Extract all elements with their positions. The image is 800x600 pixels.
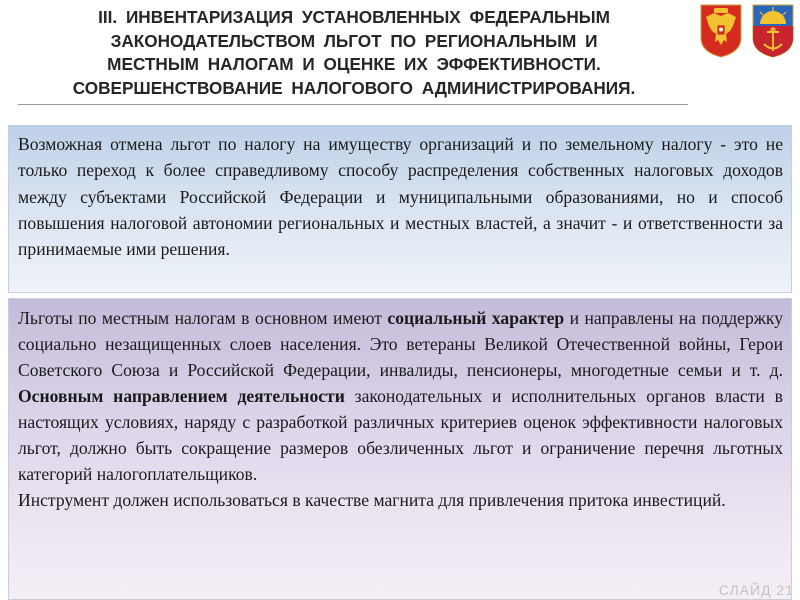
emphasis-text: социальный характер bbox=[387, 308, 565, 328]
title-line: III. ИНВЕНТАРИЗАЦИЯ УСТАНОВЛЕННЫХ ФЕДЕРАЛЬНЫМ bbox=[98, 7, 610, 27]
info-panel-local-tax-benefits bbox=[8, 298, 792, 600]
panel-text: Возможная отмена льгот по налогу на имуществу организаций и по земельному налогу - это не только переход к более справедливому способу распределения собственных налоговых доходов между субъектами Российской Федерации и муниципальными образованиями, но и способ повышения налоговой автономии региональных и местных властей, а значит - и ответственности за принимаемые ими решения. bbox=[18, 134, 783, 260]
panel-paragraph bbox=[18, 305, 783, 487]
text-run: законодательных и исполнительных органов власти в настоящих условиях, наряду с разработкой различных критериев оценок эффективности налоговых льгот, должно быть сокращение размеров обезличенных льгот и ограничение перечня льготных категорий налогоплательщиков. bbox=[18, 386, 783, 484]
murmansk-region-coat-of-arms-icon bbox=[752, 4, 794, 58]
slide-title bbox=[14, 6, 694, 100]
slide-number: СЛАЙД 21 bbox=[718, 582, 794, 598]
text-run: Льготы по местным налогам в основном имеют bbox=[18, 308, 388, 328]
russia-coat-of-arms-icon bbox=[700, 4, 742, 58]
title-line: МЕСТНЫМ НАЛОГАМ И ОЦЕНКЕ ИХ ЭФФЕКТИВНОСТИ. bbox=[107, 54, 601, 74]
panel-paragraph: Инструмент должен использоваться в качестве магнита для привлечения притока инвестиций. bbox=[18, 490, 726, 510]
title-divider bbox=[18, 104, 688, 105]
title-line: СОВЕРШЕНСТВОВАНИЕ НАЛОГОВОГО АДМИНИСТРИРОВАНИЯ. bbox=[72, 77, 636, 98]
info-panel-tax-benefits-cancellation bbox=[8, 125, 792, 293]
title-line: ЗАКОНОДАТЕЛЬСТВОМ ЛЬГОТ ПО РЕГИОНАЛЬНЫМ И bbox=[110, 30, 598, 51]
emphasis-text: Основным направлением деятельности bbox=[18, 386, 345, 406]
text-run: и направлены на поддержку социально незащищенных слоев населения. Это ветераны Великой Отечественной войны, Герои Советского Союза и Российской Федерации, инвалиды, пенсионеры, многодетные семьи и т. д. bbox=[18, 308, 784, 380]
